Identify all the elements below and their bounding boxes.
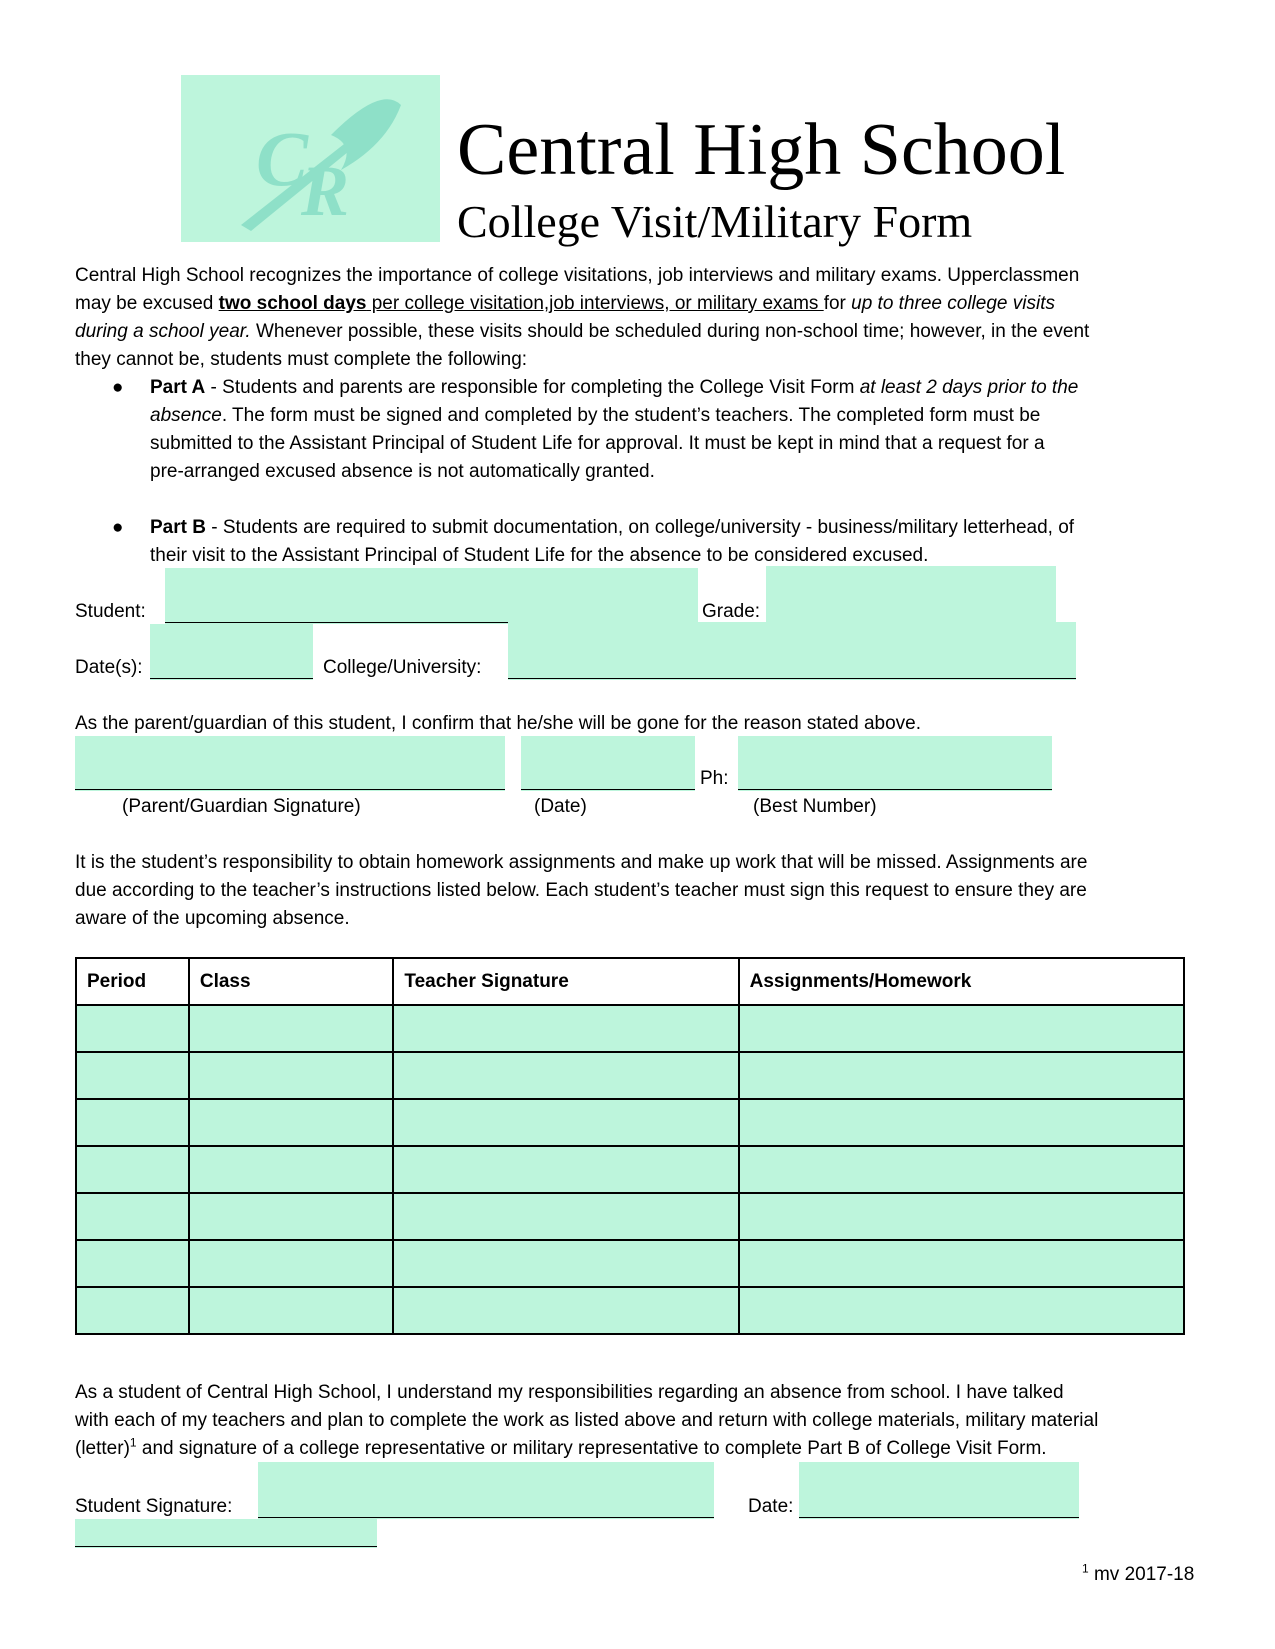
teacher-signature-cell[interactable] bbox=[393, 1005, 738, 1052]
bullet-part-b: ● bbox=[112, 517, 124, 538]
parent-signature-underline bbox=[75, 789, 505, 790]
teacher-signature-cell[interactable] bbox=[393, 1052, 738, 1099]
student-signature-field[interactable] bbox=[258, 1462, 714, 1519]
page-title: Central High School bbox=[457, 109, 1066, 191]
class-cell[interactable] bbox=[189, 1099, 394, 1146]
agreement-line-2: with each of my teachers and plan to complete the work as listed above and return with college materials, military material bbox=[75, 1410, 1099, 1431]
student-date-field[interactable] bbox=[799, 1462, 1079, 1519]
teacher-signature-cell[interactable] bbox=[393, 1146, 738, 1193]
signature-continued-underline bbox=[75, 1546, 377, 1547]
assignments-cell[interactable] bbox=[739, 1099, 1184, 1146]
parent-date-underline bbox=[521, 789, 695, 790]
period-cell[interactable] bbox=[76, 1146, 189, 1193]
logo bbox=[181, 75, 440, 242]
school-logo-icon bbox=[181, 75, 440, 242]
period-cell[interactable] bbox=[76, 1052, 189, 1099]
table-row bbox=[76, 1193, 1184, 1240]
dates-label: Date(s): bbox=[75, 657, 143, 678]
logo-r: R bbox=[301, 151, 350, 231]
dates-field[interactable] bbox=[150, 624, 313, 680]
college-label: College/University: bbox=[323, 657, 482, 678]
student-name-field[interactable] bbox=[165, 568, 698, 624]
intro-line-4: they cannot be, students must complete the following: bbox=[75, 349, 528, 370]
student-label: Student: bbox=[75, 601, 146, 622]
intro-line-2: may be excused two school days per college visitation,job interviews, or military exams for up to three college visits bbox=[75, 293, 1055, 314]
student-signature-field-continued[interactable] bbox=[75, 1519, 377, 1548]
class-cell[interactable] bbox=[189, 1005, 394, 1052]
teacher-signature-cell[interactable] bbox=[393, 1193, 738, 1240]
class-cell[interactable] bbox=[189, 1193, 394, 1240]
teacher-signature-cell[interactable] bbox=[393, 1240, 738, 1287]
phone-label: Ph: bbox=[700, 768, 729, 789]
period-cell[interactable] bbox=[76, 1099, 189, 1146]
college-underline bbox=[508, 678, 1076, 679]
student-signature-underline bbox=[258, 1517, 714, 1518]
period-cell[interactable] bbox=[76, 1193, 189, 1240]
table-row bbox=[76, 1146, 1184, 1193]
phone-field[interactable] bbox=[738, 736, 1052, 791]
responsibility-line-3: aware of the upcoming absence. bbox=[75, 908, 350, 929]
agreement-line-3: (letter)$^1$ and signature of a college representative or military representative to complete Part B of College Visit Form. bbox=[75, 1435, 1047, 1459]
part-a-line-4: pre-arranged excused absence is not automatically granted. bbox=[150, 461, 655, 482]
student-date-underline bbox=[799, 1517, 1079, 1518]
agreement-line-1: As a student of Central High School, I understand my responsibilities regarding an absence from school. I have talked bbox=[75, 1382, 1064, 1403]
best-number-caption: (Best Number) bbox=[753, 796, 877, 817]
student-date-label: Date: bbox=[748, 1496, 794, 1517]
college-field[interactable] bbox=[508, 622, 1076, 680]
assignments-cell[interactable] bbox=[739, 1052, 1184, 1099]
assignments-cell[interactable] bbox=[739, 1193, 1184, 1240]
period-cell[interactable] bbox=[76, 1240, 189, 1287]
responsibility-line-1: It is the student’s responsibility to obtain homework assignments and make up work that will be missed. Assignments are bbox=[75, 852, 1088, 873]
part-b-line-2: their visit to the Assistant Principal of Student Life for the absence to be considered excused. bbox=[150, 545, 929, 566]
responsibility-line-2: due according to the teacher’s instructions listed below. Each student’s teacher must sign this request to ensure they are bbox=[75, 880, 1087, 901]
table-row bbox=[76, 1052, 1184, 1099]
footer-footnote-marker: 1 bbox=[1082, 1561, 1089, 1576]
parent-confirm-text: As the parent/guardian of this student, I confirm that he/she will be gone for the reason stated above. bbox=[75, 713, 922, 734]
assignments-cell[interactable] bbox=[739, 1146, 1184, 1193]
dates-underline bbox=[150, 678, 313, 679]
footnote-marker: 1 bbox=[129, 1435, 137, 1450]
parent-signature-field[interactable] bbox=[75, 736, 505, 791]
header-teacher-signature: Teacher Signature bbox=[393, 958, 738, 1005]
class-cell[interactable] bbox=[189, 1146, 394, 1193]
part-a-line-2: absence. The form must be signed and completed by the student’s teachers. The completed form must be bbox=[150, 405, 1041, 426]
teacher-signature-cell[interactable] bbox=[393, 1099, 738, 1146]
logo-c: C bbox=[256, 115, 309, 202]
part-b-line-1: Part B - Students are required to submit documentation, on college/university - business/military letterhead, of bbox=[150, 517, 1075, 538]
phone-underline bbox=[738, 789, 1052, 790]
teacher-signature-cell[interactable] bbox=[393, 1287, 738, 1334]
class-cell[interactable] bbox=[189, 1287, 394, 1334]
part-a-line-1: Part A - Students and parents are responsible for completing the College Visit Form at least 2 days prior to the bbox=[150, 377, 1079, 398]
table-row bbox=[76, 1005, 1184, 1052]
table-row bbox=[76, 1099, 1184, 1146]
class-cell[interactable] bbox=[189, 1240, 394, 1287]
part-a-line-3: submitted to the Assistant Principal of Student Life for approval. It must be kept in mind that a request for a bbox=[150, 433, 1045, 454]
form-subtitle: College Visit/Military Form bbox=[457, 196, 973, 247]
parent-signature-caption: (Parent/Guardian Signature) bbox=[122, 796, 361, 817]
table-row bbox=[76, 1240, 1184, 1287]
header-assignments: Assignments/Homework bbox=[739, 958, 1184, 1005]
table-header-row bbox=[76, 958, 1184, 1005]
homework-table bbox=[75, 957, 1185, 1335]
assignments-cell[interactable] bbox=[739, 1240, 1184, 1287]
intro-line-3: during a school year. Whenever possible, these visits should be scheduled during non-school time; however, in the event bbox=[75, 321, 1090, 342]
header-period: Period bbox=[76, 958, 189, 1005]
period-cell[interactable] bbox=[76, 1005, 189, 1052]
footer-note: $^1$ mv 2017-18 bbox=[1082, 1561, 1195, 1585]
student-signature-label: Student Signature: bbox=[75, 1496, 233, 1517]
intro-line-1: Central High School recognizes the importance of college visitations, job interviews and military exams. Upperclassmen bbox=[75, 265, 1080, 286]
grade-label: Grade: bbox=[702, 601, 761, 622]
bullet-part-a: ● bbox=[112, 377, 124, 398]
grade-field[interactable] bbox=[766, 566, 1056, 624]
parent-date-field[interactable] bbox=[521, 736, 695, 791]
period-cell[interactable] bbox=[76, 1287, 189, 1334]
assignments-cell[interactable] bbox=[739, 1287, 1184, 1334]
date-caption: (Date) bbox=[534, 796, 587, 817]
table-row bbox=[76, 1287, 1184, 1334]
header-class: Class bbox=[189, 958, 394, 1005]
assignments-cell[interactable] bbox=[739, 1005, 1184, 1052]
class-cell[interactable] bbox=[189, 1052, 394, 1099]
